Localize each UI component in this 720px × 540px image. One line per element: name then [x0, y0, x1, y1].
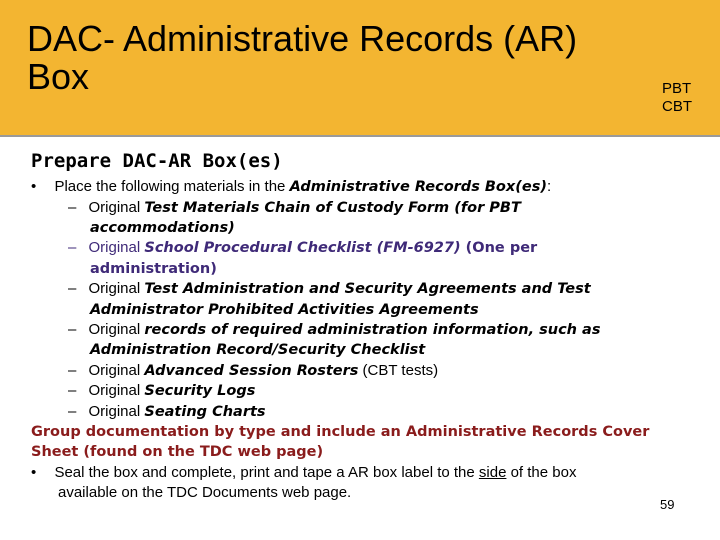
title-banner — [0, 0, 720, 137]
underlined-word: side — [478, 464, 507, 481]
sub-item-prefix: Original — [88, 362, 145, 379]
bullet-item-1 — [31, 178, 551, 196]
sub-item-prefix: Original — [88, 239, 145, 256]
sub-item-text: records of required administration information, such as — [144, 322, 601, 338]
sub-item-prefix: Original — [88, 321, 145, 338]
sub-item-text: Test Administration and Security Agreements and Test — [144, 281, 591, 297]
dash-icon: – — [68, 280, 77, 297]
title-line-1: DAC- Administrative Records (AR) — [27, 18, 578, 59]
sub-item-7 — [68, 403, 266, 421]
bullet-text: Seal the box and complete, print and tape a AR box label to the — [54, 464, 479, 481]
page-number: 59 — [660, 497, 675, 512]
sub-item-text: Security Logs — [144, 383, 256, 399]
bullet-icon: • — [31, 178, 37, 195]
sub-item-4 — [68, 321, 600, 339]
bullet-emphasis: Administrative Records Box(es) — [289, 179, 547, 195]
test-type-tags — [662, 80, 692, 116]
sub-item-5 — [68, 362, 438, 380]
bullet-icon: • — [31, 464, 37, 481]
sub-item-2 — [68, 239, 537, 257]
sub-item-text: Test Materials Chain of Custody Form (for PBT — [144, 200, 521, 216]
title-line-2: Box — [27, 56, 90, 97]
dash-icon: – — [68, 403, 77, 420]
dash-icon: – — [68, 199, 77, 216]
sub-item-prefix: Original — [88, 382, 145, 399]
bullet-end: : — [546, 178, 552, 195]
bullet-item-2 — [31, 464, 576, 482]
tag-pbt: PBT — [662, 80, 692, 97]
sub-item-prefix: Original — [88, 199, 145, 216]
sub-item-1-cont: accommodations) — [90, 220, 235, 236]
bullet-text: Place the following materials in the — [54, 178, 290, 195]
bullet-text-end: of the box — [506, 464, 577, 481]
sub-item-text: School Procedural Checklist (FM-6927) — [144, 240, 461, 256]
sub-item-3 — [68, 280, 591, 298]
sub-item-6 — [68, 382, 255, 400]
dash-icon: – — [68, 239, 77, 256]
tag-cbt: CBT — [662, 98, 692, 115]
sub-item-4-cont: Administration Record/Security Checklist — [90, 342, 426, 358]
sub-item-note: (One per — [460, 240, 538, 256]
dash-icon: – — [68, 382, 77, 399]
sub-item-text: Advanced Session Rosters — [144, 363, 359, 379]
sub-item-prefix: Original — [88, 280, 145, 297]
sub-item-prefix: Original — [88, 403, 145, 420]
group-note-line-2: Sheet (found on the TDC web page) — [31, 444, 324, 460]
sub-item-tail: (CBT tests) — [358, 362, 439, 379]
sub-item-text: Seating Charts — [144, 404, 266, 420]
slide-title — [27, 20, 667, 96]
sub-item-1 — [68, 199, 521, 217]
group-note-line-1: Group documentation by type and include an Administrative Records Cover — [31, 424, 650, 440]
sub-item-3-cont: Administrator Prohibited Activities Agreements — [90, 302, 479, 318]
dash-icon: – — [68, 362, 77, 379]
sub-item-2-cont: administration) — [90, 261, 217, 277]
section-heading: Prepare DAC-AR Box(es) — [31, 150, 283, 172]
bullet-item-2-cont: available on the TDC Documents web page. — [58, 484, 352, 501]
dash-icon: – — [68, 321, 77, 338]
